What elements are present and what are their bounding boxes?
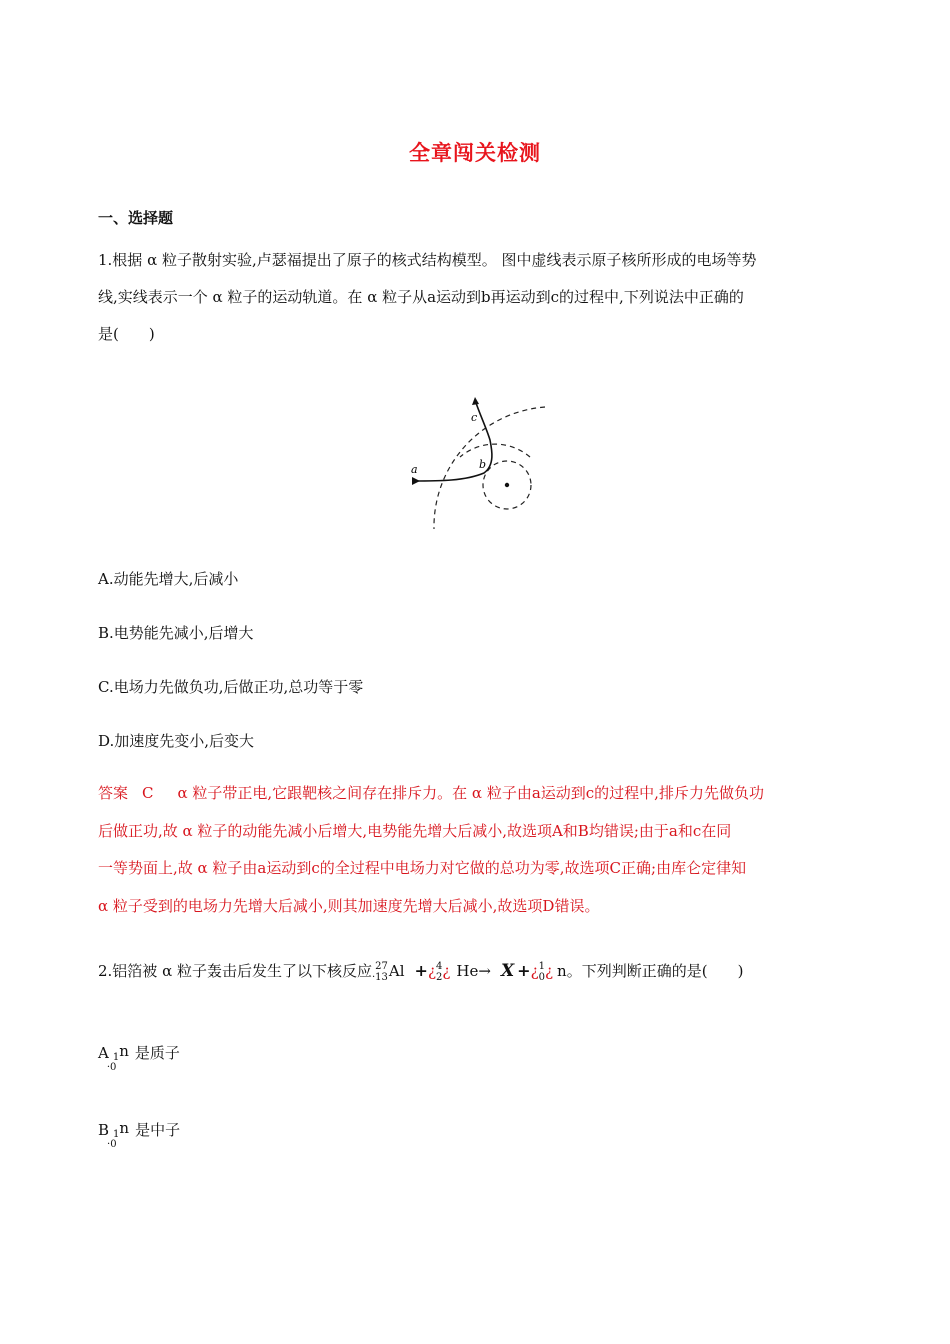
q2-option-sub: 0 [110,1062,117,1073]
garble-2: ¿ [442,962,451,980]
q2-option-text: 是中子 [135,1121,181,1139]
label-a: a [411,463,418,476]
garble-1: ¿ [427,962,436,980]
arrow: → [478,962,491,980]
q2-option-a: A $_1$n ·0 是质子 [98,1042,180,1073]
al-mass: 27 [375,961,388,972]
plus-1: + [414,961,428,980]
q2-option-sup: 1 [112,1052,120,1063]
label-c: c [471,411,478,424]
he-mass: 4 [436,961,443,972]
al-charge: 13 [375,972,388,983]
question-2-text [98,960,743,983]
page-title: 全章闯关检测 [409,141,541,165]
answer-line: 后做正功,故 α 粒子的动能先减小后增大,电势能先增大后减小,故选项A和B均错误;由于a和c在同 [98,821,732,840]
answer-text: α 粒子带正电,它跟靶核之间存在排斥力。在 α 粒子由a运动到c的过程中,排斥力先做负功 [177,784,764,802]
answer-line: α 粒子受到的电场力先增大后减小,则其加速度先增大后减小,故选项D错误。 [98,896,600,915]
he-symbol: He [456,962,479,980]
he-charge: 2 [436,972,443,983]
al-numbers: 27 ·13 [371,961,388,983]
plus-2: + [517,961,531,980]
equipotential-figure [400,395,550,535]
x-symbol: X [500,961,515,981]
q2-option-symbol: n [119,1042,129,1060]
q2-option-b: B $_1$n ·0 是中子 [98,1119,181,1150]
arrow-head-top [472,397,479,405]
arrow-head-left [412,477,420,485]
q2-option-symbol: n [119,1119,130,1137]
q2-option-letter: A [98,1044,109,1062]
answer-block [98,775,860,925]
q2-suffix: 。下列判断正确的是( ) [566,962,744,980]
q2-option-text: 是质子 [134,1044,180,1062]
he-numbers [436,961,442,983]
q2-prefix: 2.铝箔被 α 粒子轰击后发生了以下核反应 [98,962,372,980]
section-heading: 一、选择题 [98,209,174,227]
option-d: D.加速度先变小,后变大 [98,732,255,750]
question-1-line: 是( ) [98,325,155,343]
question-1-text [98,242,858,353]
question-1-line: 线,实线表示一个 α 粒子的运动轨道。在 α 粒子从a运动到b再运动到c的过程中,下列说法中正确的 [98,288,744,306]
q2-option-letter: B [98,1121,110,1139]
option-a: A.动能先增大,后减小 [98,570,239,588]
n-charge: 0 [538,972,545,983]
equipotential-middle [460,444,530,457]
answer-line [98,775,860,813]
answer-value: C [142,784,154,802]
nucleus-dot [505,483,509,487]
n-symbol: n [557,962,567,980]
q2-option-sup: 1 [113,1129,120,1140]
answer-label: 答案 [98,784,129,802]
n-numbers [539,961,545,983]
al-symbol: Al [388,962,405,980]
label-b: b [479,458,487,471]
option-c: C.电场力先做负功,后做正功,总功等于零 [98,678,364,696]
garble-4: ¿ [545,962,554,980]
option-b: B.电势能先减小,后增大 [98,624,254,642]
n-mass: 1 [538,961,545,972]
garble-3: ¿ [530,962,539,980]
answer-line: 一等势面上,故 α 粒子由a运动到c的全过程中电场力对它做的总功为零,故选项C正确;由库仑定律知 [98,859,747,877]
question-1-line: 1.根据 α 粒子散射实验,卢瑟福提出了原子的核式结构模型。 图中虚线表示原子核所形成的电场等势 [98,251,757,269]
q2-option-sub: 0 [110,1139,117,1150]
